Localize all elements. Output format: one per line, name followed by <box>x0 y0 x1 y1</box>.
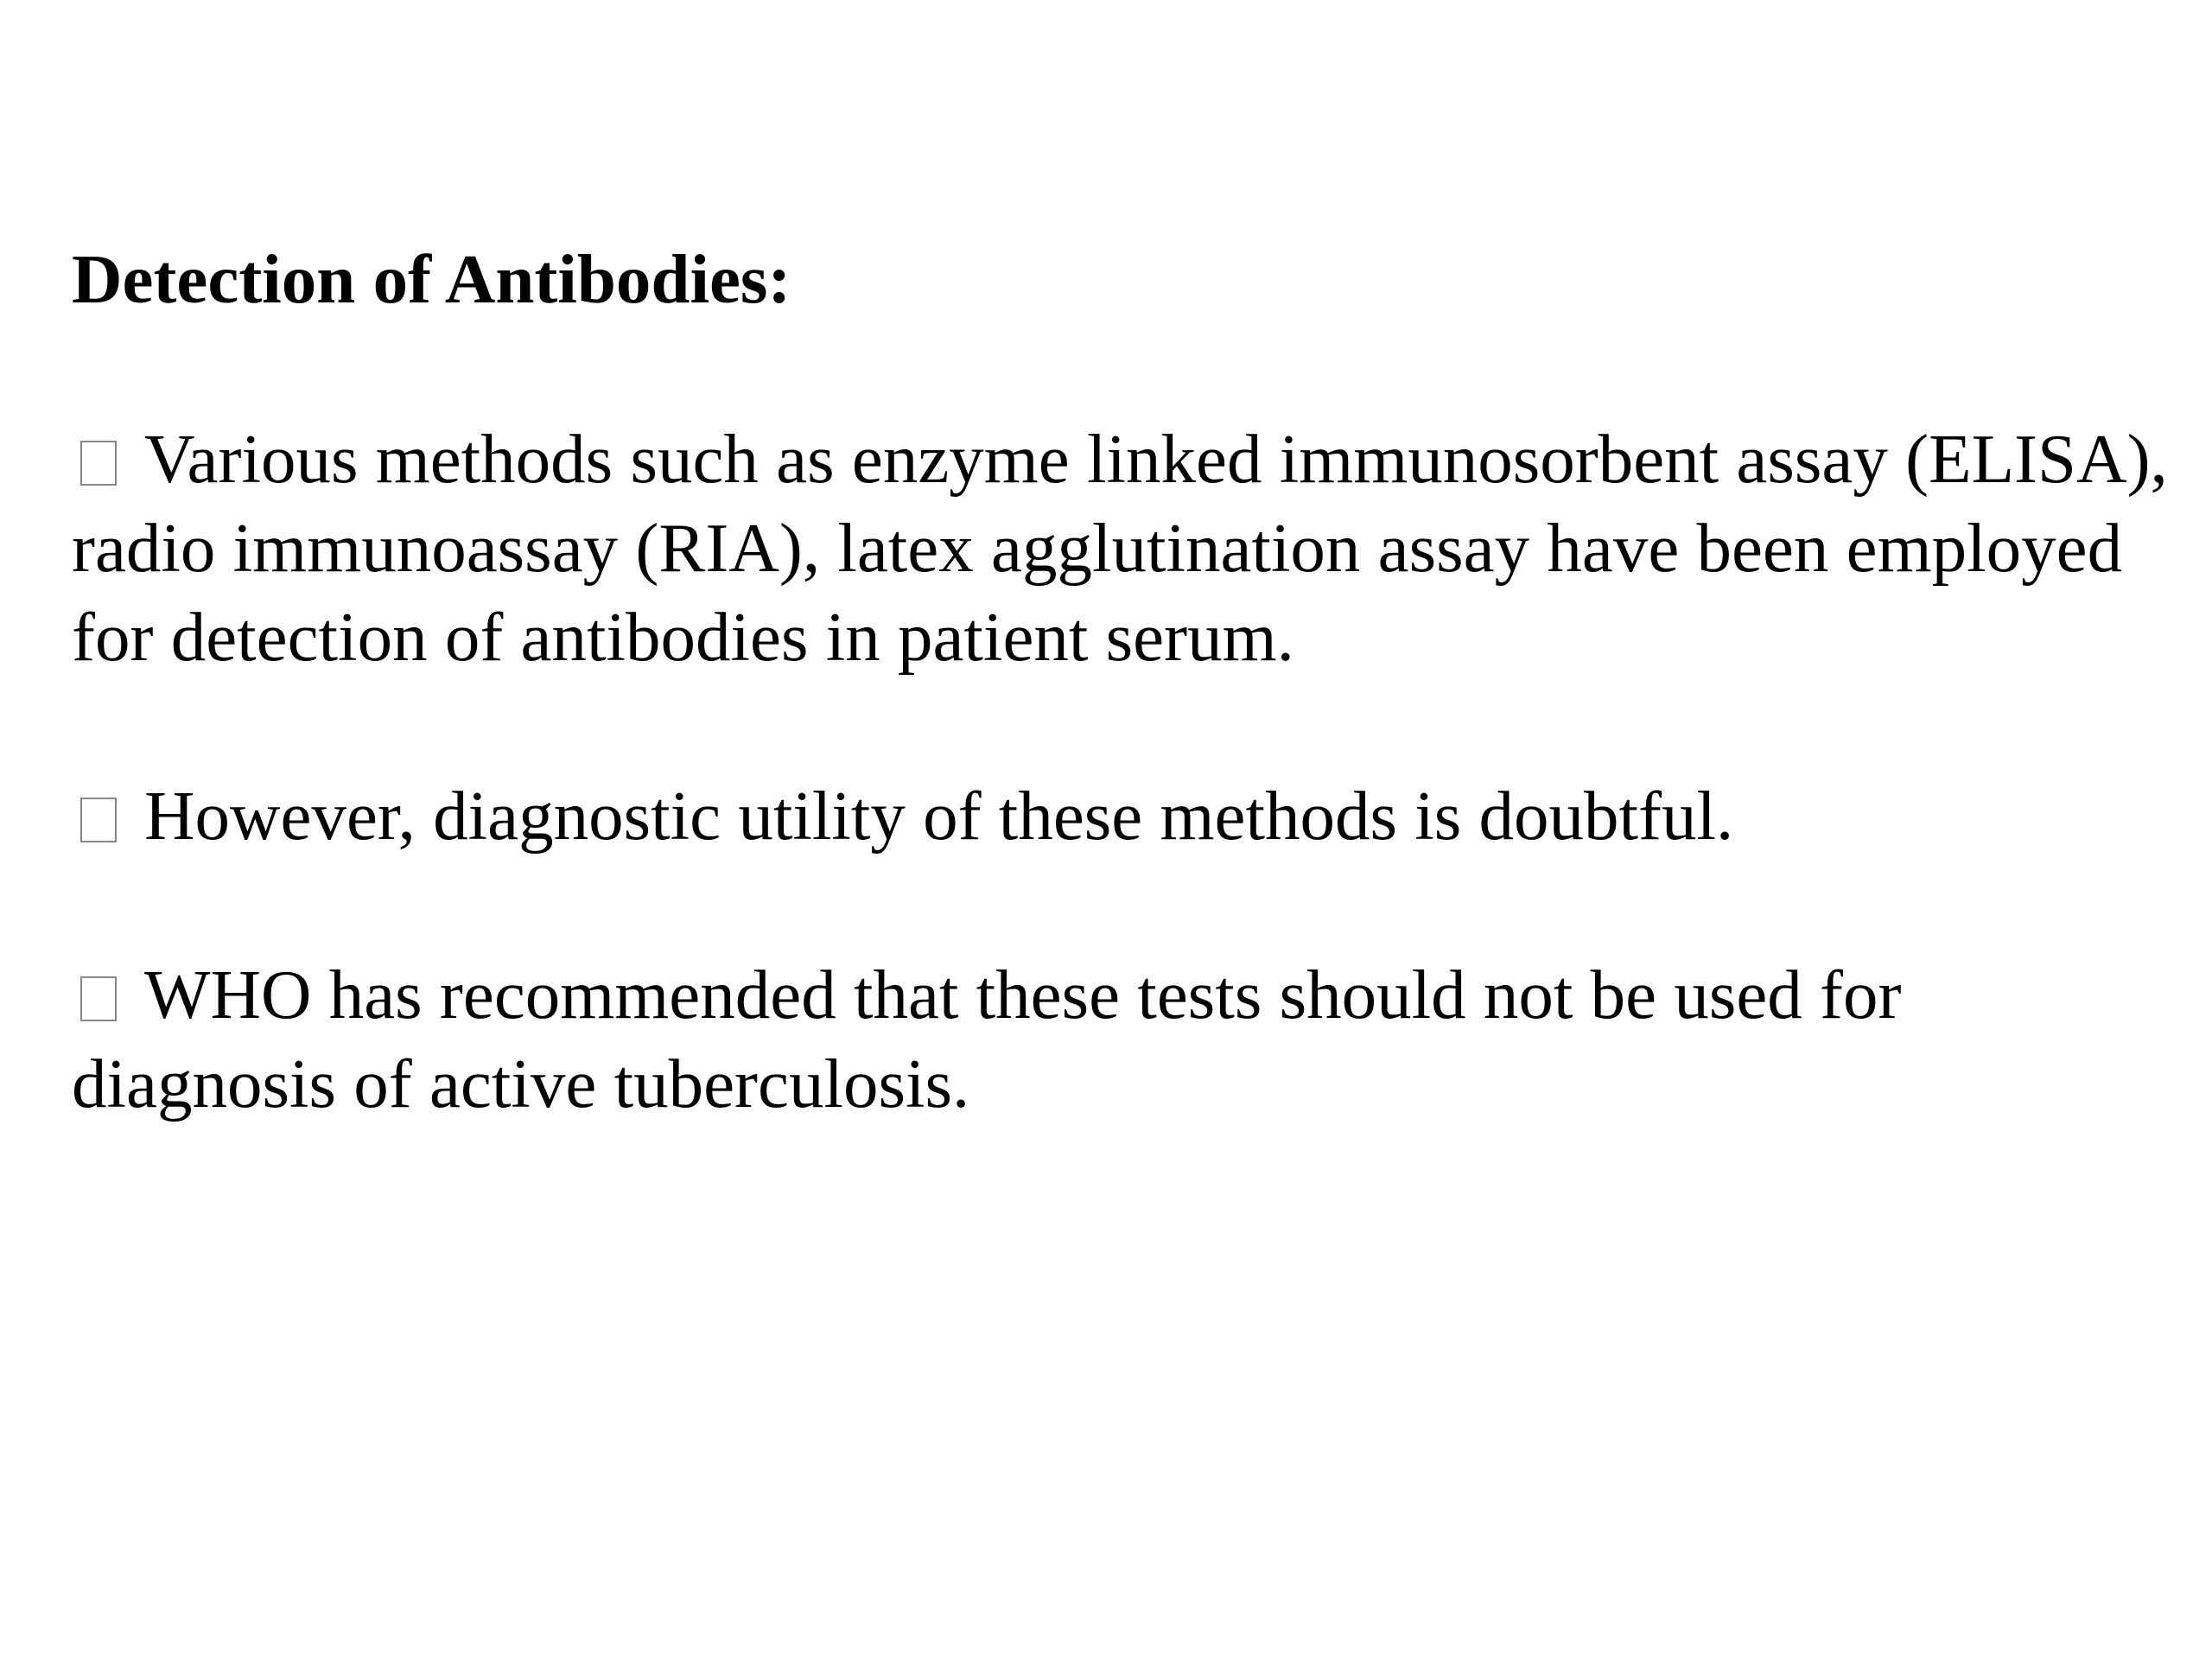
slide-title: Detection of Antibodies: <box>72 240 791 318</box>
bullet-item <box>72 772 2180 861</box>
bullet-text: However, diagnostic utility of these methods is doubtful. <box>144 777 1734 855</box>
box-bullet-icon <box>80 976 117 1021</box>
box-bullet-icon <box>80 441 117 486</box>
bullet-text: WHO has recommended that these tests should not be used for diagnosis of active tuberculosis. <box>72 956 1902 1122</box>
bullet-item <box>72 415 2180 682</box>
box-bullet-icon <box>80 798 117 842</box>
bullet-item <box>72 950 2180 1128</box>
bullet-text: Various methods such as enzyme linked immunosorbent assay (ELISA), radio immunoassay (RIA), latex agglutination assay have been employed for detection of antibodies in patient serum. <box>72 420 2168 676</box>
